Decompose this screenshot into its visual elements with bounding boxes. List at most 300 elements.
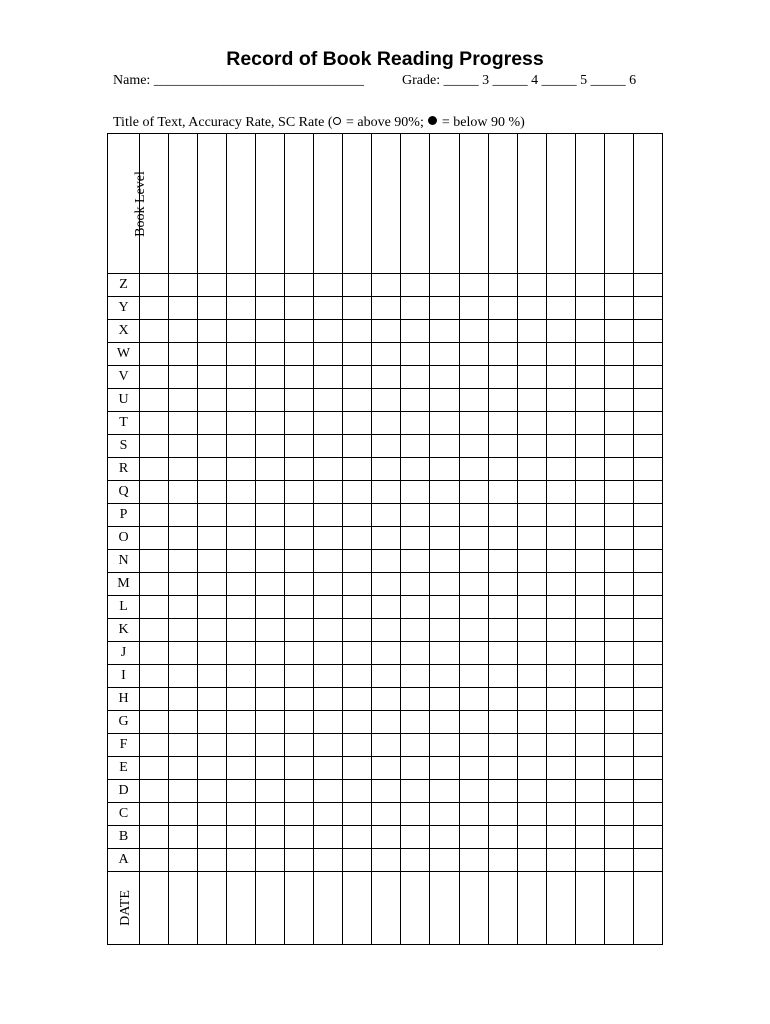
entry-cell[interactable] xyxy=(430,849,459,872)
entry-cell[interactable] xyxy=(459,389,488,412)
entry-cell[interactable] xyxy=(401,665,430,688)
entry-cell[interactable] xyxy=(140,688,169,711)
entry-cell[interactable] xyxy=(227,849,256,872)
entry-cell[interactable] xyxy=(343,297,372,320)
entry-cell[interactable] xyxy=(372,504,401,527)
entry-cell[interactable] xyxy=(314,458,343,481)
entry-cell[interactable] xyxy=(285,343,314,366)
entry-cell[interactable] xyxy=(401,780,430,803)
entry-cell[interactable] xyxy=(372,780,401,803)
entry-cell[interactable] xyxy=(546,826,575,849)
entry-cell[interactable] xyxy=(401,412,430,435)
entry-cell[interactable] xyxy=(314,134,343,274)
entry-cell[interactable] xyxy=(633,642,662,665)
entry-cell[interactable] xyxy=(604,481,633,504)
entry-cell[interactable] xyxy=(488,573,517,596)
entry-cell[interactable] xyxy=(575,134,604,274)
entry-cell[interactable] xyxy=(372,872,401,945)
entry-cell[interactable] xyxy=(256,826,285,849)
entry-cell[interactable] xyxy=(140,550,169,573)
entry-cell[interactable] xyxy=(517,849,546,872)
entry-cell[interactable] xyxy=(604,458,633,481)
entry-cell[interactable] xyxy=(198,504,227,527)
entry-cell[interactable] xyxy=(604,642,633,665)
entry-cell[interactable] xyxy=(227,343,256,366)
entry-cell[interactable] xyxy=(604,711,633,734)
entry-cell[interactable] xyxy=(227,619,256,642)
entry-cell[interactable] xyxy=(372,642,401,665)
entry-cell[interactable] xyxy=(459,711,488,734)
entry-cell[interactable] xyxy=(459,274,488,297)
entry-cell[interactable] xyxy=(256,872,285,945)
entry-cell[interactable] xyxy=(430,688,459,711)
entry-cell[interactable] xyxy=(227,320,256,343)
entry-cell[interactable] xyxy=(169,343,198,366)
entry-cell[interactable] xyxy=(459,849,488,872)
entry-cell[interactable] xyxy=(256,527,285,550)
entry-cell[interactable] xyxy=(343,435,372,458)
entry-cell[interactable] xyxy=(575,320,604,343)
entry-cell[interactable] xyxy=(314,320,343,343)
entry-cell[interactable] xyxy=(372,849,401,872)
entry-cell[interactable] xyxy=(459,665,488,688)
entry-cell[interactable] xyxy=(285,573,314,596)
entry-cell[interactable] xyxy=(401,389,430,412)
entry-cell[interactable] xyxy=(459,573,488,596)
entry-cell[interactable] xyxy=(488,320,517,343)
entry-cell[interactable] xyxy=(169,734,198,757)
entry-cell[interactable] xyxy=(604,688,633,711)
entry-cell[interactable] xyxy=(169,481,198,504)
entry-cell[interactable] xyxy=(140,573,169,596)
entry-cell[interactable] xyxy=(198,734,227,757)
entry-cell[interactable] xyxy=(430,343,459,366)
entry-cell[interactable] xyxy=(633,134,662,274)
entry-cell[interactable] xyxy=(546,134,575,274)
entry-cell[interactable] xyxy=(546,481,575,504)
entry-cell[interactable] xyxy=(488,389,517,412)
entry-cell[interactable] xyxy=(372,343,401,366)
entry-cell[interactable] xyxy=(459,435,488,458)
entry-cell[interactable] xyxy=(604,343,633,366)
entry-cell[interactable] xyxy=(517,757,546,780)
entry-cell[interactable] xyxy=(285,527,314,550)
entry-cell[interactable] xyxy=(227,573,256,596)
entry-cell[interactable] xyxy=(285,481,314,504)
entry-cell[interactable] xyxy=(140,458,169,481)
entry-cell[interactable] xyxy=(633,297,662,320)
entry-cell[interactable] xyxy=(575,826,604,849)
entry-cell[interactable] xyxy=(227,642,256,665)
entry-cell[interactable] xyxy=(604,274,633,297)
entry-cell[interactable] xyxy=(633,573,662,596)
entry-cell[interactable] xyxy=(256,320,285,343)
entry-cell[interactable] xyxy=(285,619,314,642)
entry-cell[interactable] xyxy=(517,688,546,711)
entry-cell[interactable] xyxy=(372,550,401,573)
entry-cell[interactable] xyxy=(546,320,575,343)
entry-cell[interactable] xyxy=(227,389,256,412)
entry-cell[interactable] xyxy=(430,412,459,435)
entry-cell[interactable] xyxy=(169,711,198,734)
entry-cell[interactable] xyxy=(401,619,430,642)
entry-cell[interactable] xyxy=(285,504,314,527)
entry-cell[interactable] xyxy=(198,366,227,389)
entry-cell[interactable] xyxy=(198,619,227,642)
entry-cell[interactable] xyxy=(314,527,343,550)
entry-cell[interactable] xyxy=(314,550,343,573)
entry-cell[interactable] xyxy=(372,297,401,320)
entry-cell[interactable] xyxy=(604,550,633,573)
entry-cell[interactable] xyxy=(401,688,430,711)
entry-cell[interactable] xyxy=(285,780,314,803)
entry-cell[interactable] xyxy=(285,458,314,481)
entry-cell[interactable] xyxy=(546,550,575,573)
entry-cell[interactable] xyxy=(198,297,227,320)
entry-cell[interactable] xyxy=(198,688,227,711)
entry-cell[interactable] xyxy=(633,734,662,757)
entry-cell[interactable] xyxy=(256,412,285,435)
entry-cell[interactable] xyxy=(256,619,285,642)
entry-cell[interactable] xyxy=(256,134,285,274)
entry-cell[interactable] xyxy=(488,849,517,872)
entry-cell[interactable] xyxy=(517,274,546,297)
entry-cell[interactable] xyxy=(169,297,198,320)
entry-cell[interactable] xyxy=(256,688,285,711)
entry-cell[interactable] xyxy=(517,573,546,596)
entry-cell[interactable] xyxy=(343,780,372,803)
entry-cell[interactable] xyxy=(227,134,256,274)
entry-cell[interactable] xyxy=(517,734,546,757)
entry-cell[interactable] xyxy=(285,757,314,780)
entry-cell[interactable] xyxy=(401,872,430,945)
entry-cell[interactable] xyxy=(285,435,314,458)
entry-cell[interactable] xyxy=(227,458,256,481)
entry-cell[interactable] xyxy=(575,527,604,550)
entry-cell[interactable] xyxy=(546,435,575,458)
entry-cell[interactable] xyxy=(430,596,459,619)
entry-cell[interactable] xyxy=(227,757,256,780)
entry-cell[interactable] xyxy=(285,734,314,757)
entry-cell[interactable] xyxy=(546,642,575,665)
entry-cell[interactable] xyxy=(227,803,256,826)
entry-cell[interactable] xyxy=(488,711,517,734)
entry-cell[interactable] xyxy=(256,435,285,458)
entry-cell[interactable] xyxy=(343,573,372,596)
entry-cell[interactable] xyxy=(459,481,488,504)
entry-cell[interactable] xyxy=(633,826,662,849)
entry-cell[interactable] xyxy=(604,320,633,343)
entry-cell[interactable] xyxy=(314,481,343,504)
entry-cell[interactable] xyxy=(575,412,604,435)
entry-cell[interactable] xyxy=(401,134,430,274)
entry-cell[interactable] xyxy=(140,297,169,320)
entry-cell[interactable] xyxy=(430,481,459,504)
entry-cell[interactable] xyxy=(517,550,546,573)
entry-cell[interactable] xyxy=(517,412,546,435)
entry-cell[interactable] xyxy=(488,803,517,826)
entry-cell[interactable] xyxy=(343,458,372,481)
entry-cell[interactable] xyxy=(140,619,169,642)
entry-cell[interactable] xyxy=(604,596,633,619)
entry-cell[interactable] xyxy=(343,619,372,642)
entry-cell[interactable] xyxy=(517,481,546,504)
entry-cell[interactable] xyxy=(198,527,227,550)
entry-cell[interactable] xyxy=(517,320,546,343)
entry-cell[interactable] xyxy=(314,803,343,826)
entry-cell[interactable] xyxy=(314,343,343,366)
entry-cell[interactable] xyxy=(575,504,604,527)
entry-cell[interactable] xyxy=(169,435,198,458)
entry-cell[interactable] xyxy=(401,435,430,458)
entry-cell[interactable] xyxy=(256,803,285,826)
entry-cell[interactable] xyxy=(546,297,575,320)
entry-cell[interactable] xyxy=(198,803,227,826)
entry-cell[interactable] xyxy=(169,757,198,780)
name-field[interactable]: Name: ______________________________ xyxy=(113,73,364,88)
entry-cell[interactable] xyxy=(575,665,604,688)
entry-cell[interactable] xyxy=(256,366,285,389)
entry-cell[interactable] xyxy=(285,366,314,389)
entry-cell[interactable] xyxy=(633,619,662,642)
entry-cell[interactable] xyxy=(575,619,604,642)
entry-cell[interactable] xyxy=(198,596,227,619)
entry-cell[interactable] xyxy=(488,297,517,320)
entry-cell[interactable] xyxy=(343,412,372,435)
entry-cell[interactable] xyxy=(285,803,314,826)
entry-cell[interactable] xyxy=(488,826,517,849)
entry-cell[interactable] xyxy=(430,435,459,458)
entry-cell[interactable] xyxy=(314,297,343,320)
entry-cell[interactable] xyxy=(343,550,372,573)
entry-cell[interactable] xyxy=(633,711,662,734)
entry-cell[interactable] xyxy=(198,320,227,343)
entry-cell[interactable] xyxy=(169,366,198,389)
entry-cell[interactable] xyxy=(488,780,517,803)
entry-cell[interactable] xyxy=(343,872,372,945)
entry-cell[interactable] xyxy=(314,642,343,665)
entry-cell[interactable] xyxy=(430,803,459,826)
entry-cell[interactable] xyxy=(430,389,459,412)
entry-cell[interactable] xyxy=(459,734,488,757)
entry-cell[interactable] xyxy=(343,134,372,274)
entry-cell[interactable] xyxy=(546,619,575,642)
entry-cell[interactable] xyxy=(575,642,604,665)
entry-cell[interactable] xyxy=(372,412,401,435)
entry-cell[interactable] xyxy=(575,274,604,297)
entry-cell[interactable] xyxy=(140,527,169,550)
entry-cell[interactable] xyxy=(633,412,662,435)
entry-cell[interactable] xyxy=(227,366,256,389)
entry-cell[interactable] xyxy=(256,274,285,297)
entry-cell[interactable] xyxy=(488,412,517,435)
entry-cell[interactable] xyxy=(546,688,575,711)
entry-cell[interactable] xyxy=(401,803,430,826)
entry-cell[interactable] xyxy=(604,366,633,389)
entry-cell[interactable] xyxy=(169,550,198,573)
entry-cell[interactable] xyxy=(488,458,517,481)
entry-cell[interactable] xyxy=(343,320,372,343)
entry-cell[interactable] xyxy=(517,826,546,849)
entry-cell[interactable] xyxy=(546,527,575,550)
entry-cell[interactable] xyxy=(198,757,227,780)
entry-cell[interactable] xyxy=(633,872,662,945)
entry-cell[interactable] xyxy=(633,688,662,711)
entry-cell[interactable] xyxy=(517,389,546,412)
entry-cell[interactable] xyxy=(459,596,488,619)
entry-cell[interactable] xyxy=(430,366,459,389)
entry-cell[interactable] xyxy=(517,872,546,945)
entry-cell[interactable] xyxy=(285,550,314,573)
entry-cell[interactable] xyxy=(198,872,227,945)
entry-cell[interactable] xyxy=(401,274,430,297)
entry-cell[interactable] xyxy=(227,274,256,297)
entry-cell[interactable] xyxy=(314,734,343,757)
entry-cell[interactable] xyxy=(198,780,227,803)
entry-cell[interactable] xyxy=(488,688,517,711)
entry-cell[interactable] xyxy=(140,389,169,412)
entry-cell[interactable] xyxy=(256,596,285,619)
entry-cell[interactable] xyxy=(140,412,169,435)
entry-cell[interactable] xyxy=(430,734,459,757)
entry-cell[interactable] xyxy=(314,826,343,849)
entry-cell[interactable] xyxy=(372,527,401,550)
entry-cell[interactable] xyxy=(459,412,488,435)
entry-cell[interactable] xyxy=(546,412,575,435)
entry-cell[interactable] xyxy=(633,481,662,504)
entry-cell[interactable] xyxy=(169,134,198,274)
entry-cell[interactable] xyxy=(256,504,285,527)
entry-cell[interactable] xyxy=(169,320,198,343)
entry-cell[interactable] xyxy=(140,343,169,366)
entry-cell[interactable] xyxy=(488,343,517,366)
entry-cell[interactable] xyxy=(430,826,459,849)
entry-cell[interactable] xyxy=(256,665,285,688)
entry-cell[interactable] xyxy=(459,366,488,389)
entry-cell[interactable] xyxy=(604,803,633,826)
entry-cell[interactable] xyxy=(604,665,633,688)
entry-cell[interactable] xyxy=(430,297,459,320)
entry-cell[interactable] xyxy=(285,826,314,849)
entry-cell[interactable] xyxy=(343,826,372,849)
entry-cell[interactable] xyxy=(546,780,575,803)
entry-cell[interactable] xyxy=(314,688,343,711)
entry-cell[interactable] xyxy=(401,504,430,527)
entry-cell[interactable] xyxy=(372,596,401,619)
entry-cell[interactable] xyxy=(633,458,662,481)
entry-cell[interactable] xyxy=(372,435,401,458)
entry-cell[interactable] xyxy=(169,803,198,826)
entry-cell[interactable] xyxy=(459,297,488,320)
entry-cell[interactable] xyxy=(401,320,430,343)
entry-cell[interactable] xyxy=(517,504,546,527)
entry-cell[interactable] xyxy=(517,803,546,826)
entry-cell[interactable] xyxy=(285,872,314,945)
entry-cell[interactable] xyxy=(459,504,488,527)
entry-cell[interactable] xyxy=(459,780,488,803)
entry-cell[interactable] xyxy=(546,665,575,688)
entry-cell[interactable] xyxy=(430,780,459,803)
entry-cell[interactable] xyxy=(198,458,227,481)
entry-cell[interactable] xyxy=(517,665,546,688)
entry-cell[interactable] xyxy=(430,134,459,274)
entry-cell[interactable] xyxy=(372,458,401,481)
entry-cell[interactable] xyxy=(285,596,314,619)
entry-cell[interactable] xyxy=(169,573,198,596)
entry-cell[interactable] xyxy=(517,711,546,734)
entry-cell[interactable] xyxy=(140,803,169,826)
entry-cell[interactable] xyxy=(140,366,169,389)
entry-cell[interactable] xyxy=(372,573,401,596)
entry-cell[interactable] xyxy=(372,826,401,849)
entry-cell[interactable] xyxy=(256,573,285,596)
entry-cell[interactable] xyxy=(488,619,517,642)
entry-cell[interactable] xyxy=(169,389,198,412)
entry-cell[interactable] xyxy=(343,642,372,665)
entry-cell[interactable] xyxy=(430,711,459,734)
entry-cell[interactable] xyxy=(575,711,604,734)
entry-cell[interactable] xyxy=(604,573,633,596)
entry-cell[interactable] xyxy=(169,412,198,435)
entry-cell[interactable] xyxy=(401,366,430,389)
entry-cell[interactable] xyxy=(546,711,575,734)
entry-cell[interactable] xyxy=(285,134,314,274)
entry-cell[interactable] xyxy=(517,435,546,458)
entry-cell[interactable] xyxy=(227,435,256,458)
entry-cell[interactable] xyxy=(430,872,459,945)
entry-cell[interactable] xyxy=(314,596,343,619)
entry-cell[interactable] xyxy=(633,849,662,872)
entry-cell[interactable] xyxy=(343,481,372,504)
entry-cell[interactable] xyxy=(401,481,430,504)
entry-cell[interactable] xyxy=(575,688,604,711)
entry-cell[interactable] xyxy=(604,780,633,803)
entry-cell[interactable] xyxy=(285,688,314,711)
entry-cell[interactable] xyxy=(169,596,198,619)
entry-cell[interactable] xyxy=(227,780,256,803)
entry-cell[interactable] xyxy=(314,665,343,688)
entry-cell[interactable] xyxy=(546,504,575,527)
entry-cell[interactable] xyxy=(459,343,488,366)
entry-cell[interactable] xyxy=(575,550,604,573)
entry-cell[interactable] xyxy=(546,458,575,481)
entry-cell[interactable] xyxy=(198,274,227,297)
entry-cell[interactable] xyxy=(488,435,517,458)
entry-cell[interactable] xyxy=(517,596,546,619)
entry-cell[interactable] xyxy=(198,435,227,458)
entry-cell[interactable] xyxy=(314,757,343,780)
entry-cell[interactable] xyxy=(343,849,372,872)
entry-cell[interactable] xyxy=(372,366,401,389)
entry-cell[interactable] xyxy=(633,504,662,527)
entry-cell[interactable] xyxy=(401,573,430,596)
entry-cell[interactable] xyxy=(401,642,430,665)
entry-cell[interactable] xyxy=(633,803,662,826)
entry-cell[interactable] xyxy=(256,849,285,872)
entry-cell[interactable] xyxy=(343,757,372,780)
entry-cell[interactable] xyxy=(488,274,517,297)
entry-cell[interactable] xyxy=(575,481,604,504)
entry-cell[interactable] xyxy=(546,274,575,297)
entry-cell[interactable] xyxy=(575,757,604,780)
entry-cell[interactable] xyxy=(256,734,285,757)
entry-cell[interactable] xyxy=(169,780,198,803)
entry-cell[interactable] xyxy=(604,757,633,780)
entry-cell[interactable] xyxy=(140,435,169,458)
entry-cell[interactable] xyxy=(285,849,314,872)
entry-cell[interactable] xyxy=(169,826,198,849)
entry-cell[interactable] xyxy=(488,134,517,274)
